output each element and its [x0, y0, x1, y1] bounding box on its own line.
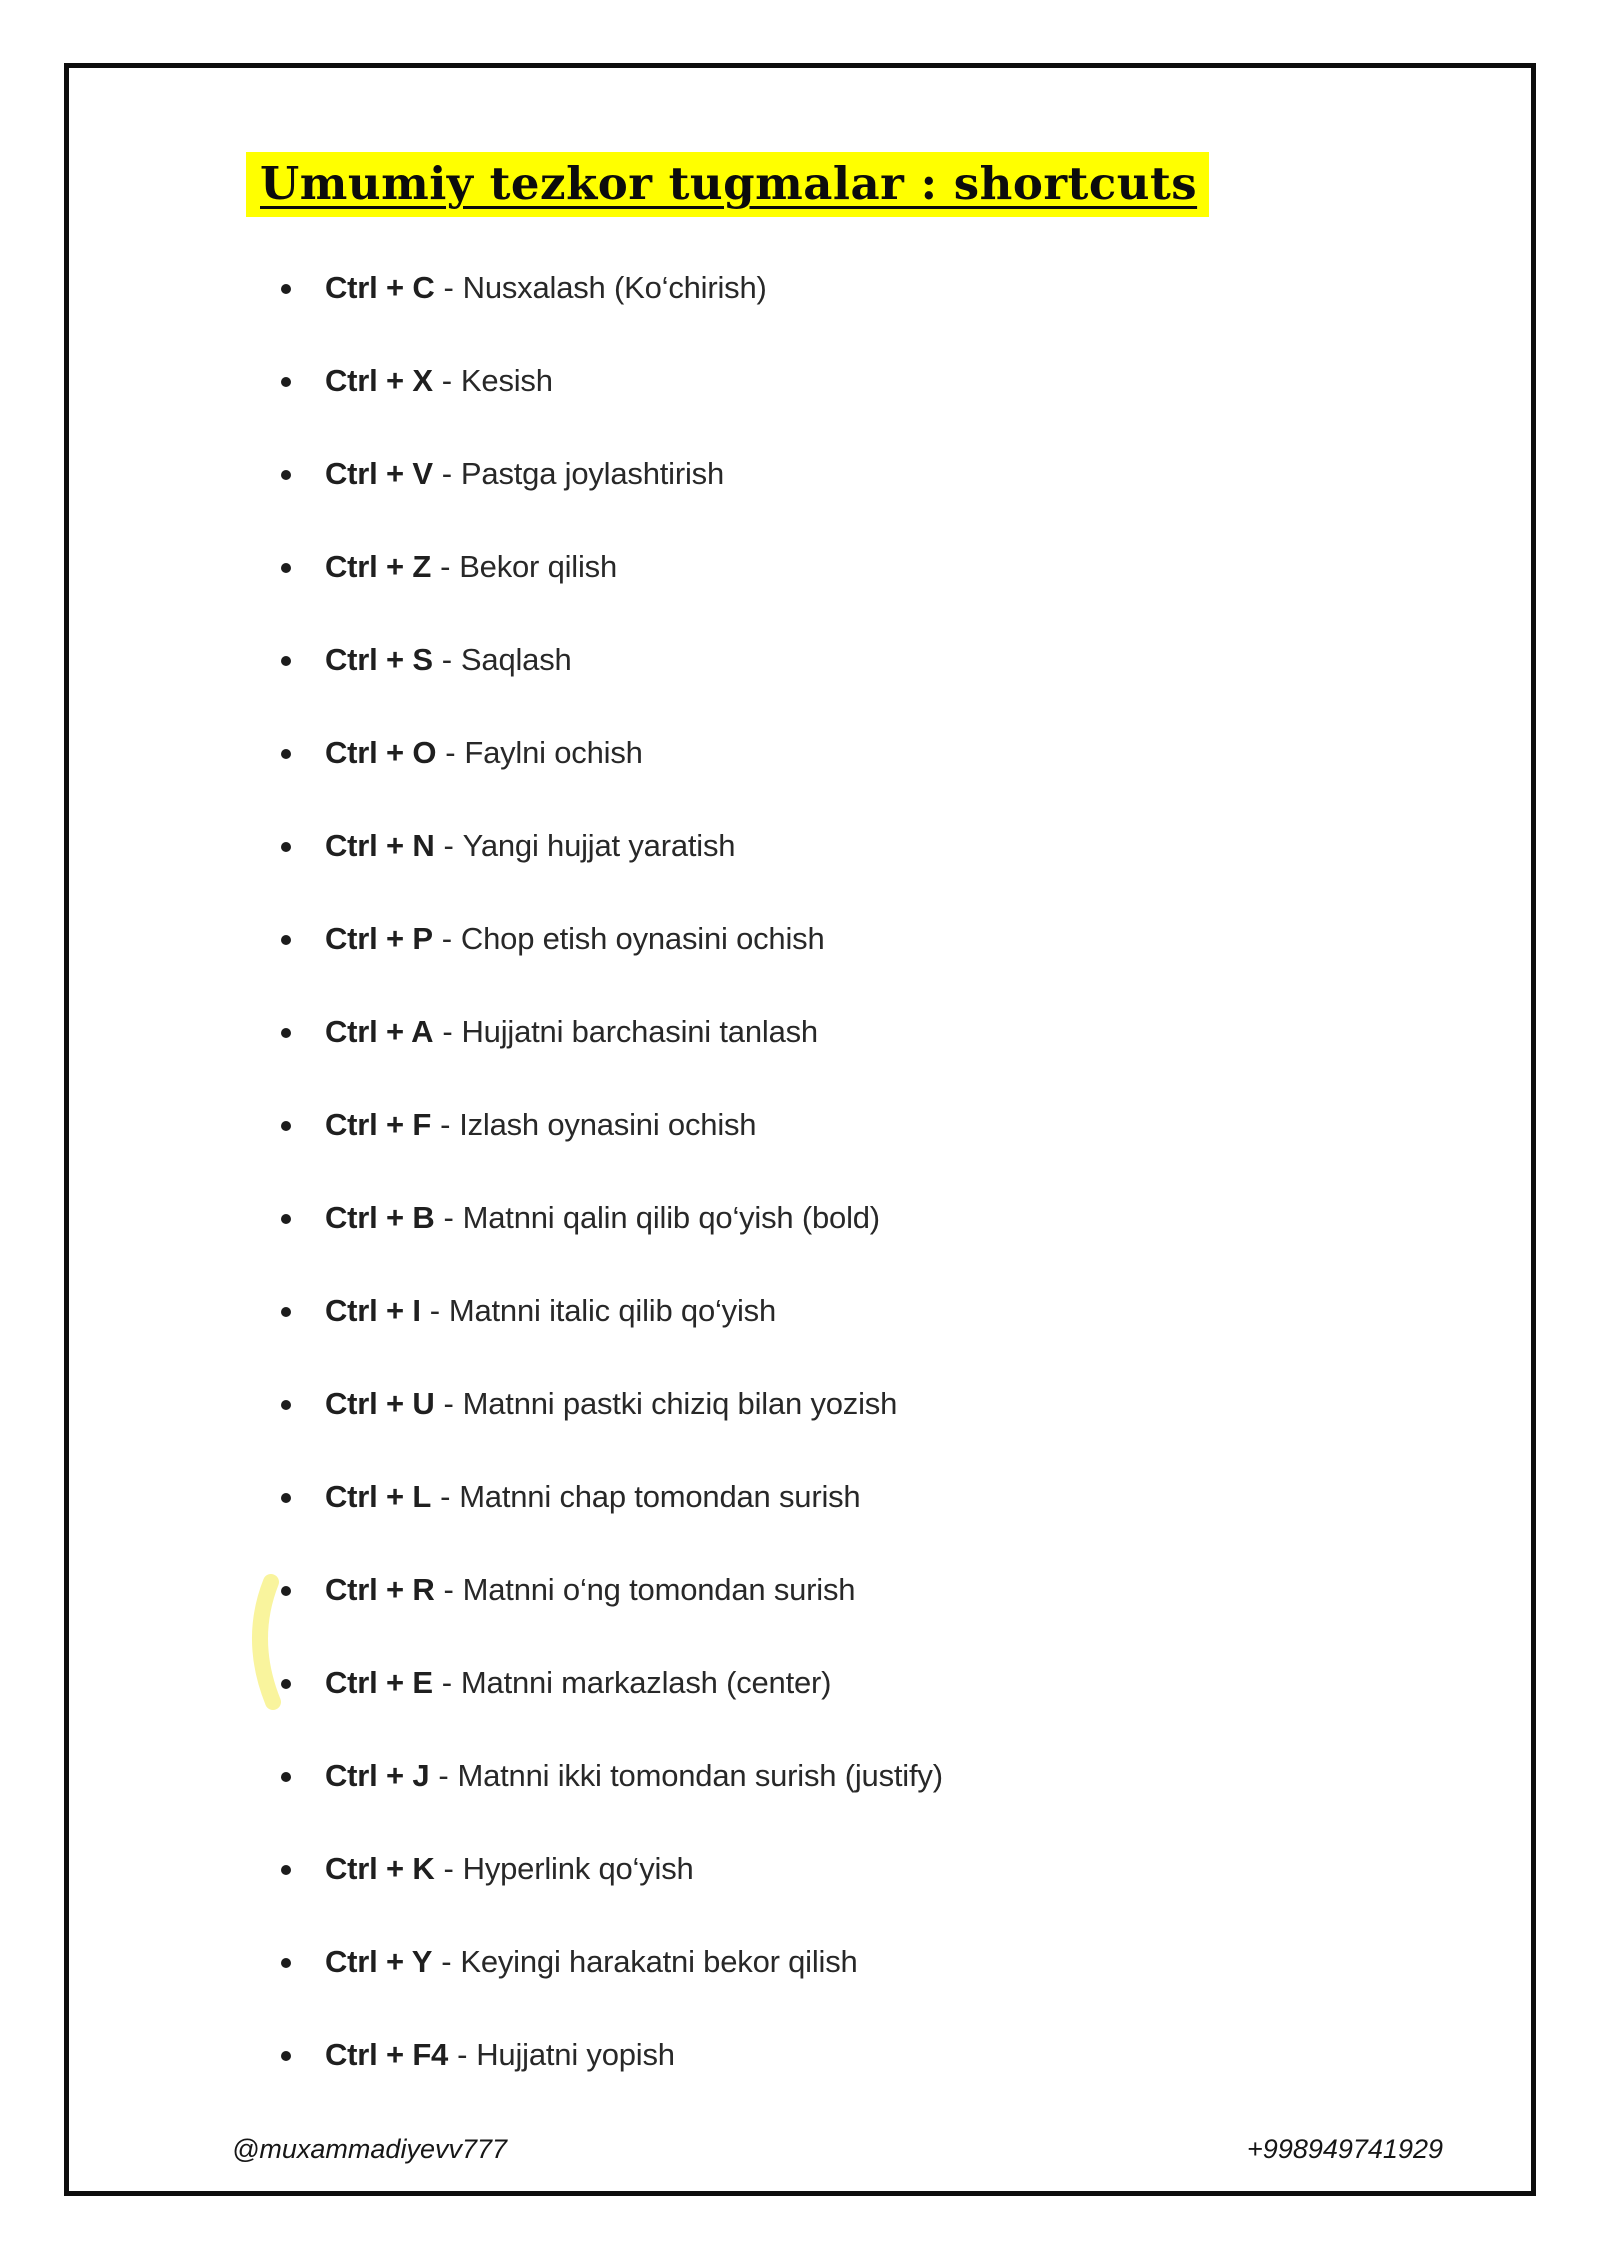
- separator-dash: -: [441, 921, 452, 956]
- shortcut-item: [69, 1385, 1531, 1423]
- shortcut-item: [69, 548, 1531, 586]
- bullet-icon: [281, 842, 291, 852]
- shortcut-item: [69, 1571, 1531, 1609]
- shortcut-keys: Ctrl + S: [325, 642, 433, 677]
- bullet-icon: [281, 377, 291, 387]
- footer-username: @muxammadiyevv777: [232, 2134, 508, 2164]
- shortcut-keys: Ctrl + E: [325, 1665, 433, 1700]
- bullet-icon: [281, 1586, 291, 1596]
- bullet-icon: [281, 470, 291, 480]
- separator-dash: -: [443, 1200, 454, 1235]
- bullet-icon: [281, 1307, 291, 1317]
- shortcut-keys: Ctrl + Y: [325, 1944, 433, 1979]
- shortcut-keys: Ctrl + I: [325, 1293, 421, 1328]
- bullet-icon: [281, 656, 291, 666]
- shortcut-keys: Ctrl + O: [325, 735, 437, 770]
- shortcut-keys: Ctrl + P: [325, 921, 433, 956]
- shortcut-keys: Ctrl + X: [325, 363, 433, 398]
- separator-dash: -: [441, 642, 452, 677]
- shortcut-desc: Chop etish oynasini ochish: [460, 921, 825, 956]
- shortcut-desc: Yangi hujjat yaratish: [462, 828, 736, 863]
- bullet-icon: [281, 1214, 291, 1224]
- shortcut-item: [69, 734, 1531, 772]
- shortcut-desc: Hujjatni barchasini tanlash: [461, 1014, 818, 1049]
- bullet-icon: [281, 749, 291, 759]
- shortcut-keys: Ctrl + K: [325, 1851, 435, 1886]
- shortcut-item: [69, 455, 1531, 493]
- bullet-icon: [281, 1028, 291, 1038]
- bullet-icon: [281, 1772, 291, 1782]
- shortcut-desc: Saqlash: [460, 642, 572, 677]
- shortcut-desc: Matnni pastki chiziq bilan yozish: [462, 1386, 898, 1421]
- bullet-icon: [281, 1121, 291, 1131]
- shortcut-item: [69, 1292, 1531, 1330]
- shortcut-desc: Matnni ikki tomondan surish (justify): [457, 1758, 943, 1793]
- shortcut-item: [69, 1664, 1531, 1702]
- separator-dash: -: [438, 1758, 449, 1793]
- shortcut-item: [69, 1757, 1531, 1795]
- bullet-icon: [281, 2051, 291, 2061]
- shortcut-desc: Faylni ochish: [464, 735, 643, 770]
- shortcut-item: [69, 269, 1531, 307]
- shortcut-desc: Izlash oynasini ochish: [459, 1107, 757, 1142]
- shortcut-keys: Ctrl + N: [325, 828, 435, 863]
- shortcut-desc: Matnni chap tomondan surish: [459, 1479, 861, 1514]
- separator-dash: -: [440, 1479, 451, 1514]
- shortcut-keys: Ctrl + A: [325, 1014, 434, 1049]
- bullet-icon: [281, 284, 291, 294]
- separator-dash: -: [441, 1665, 452, 1700]
- shortcut-desc: Matnni markazlash (center): [460, 1665, 832, 1700]
- shortcut-keys: Ctrl + F: [325, 1107, 432, 1142]
- shortcut-desc: Matnni qalin qilib qo‘yish (bold): [462, 1200, 880, 1235]
- shortcut-item: [69, 1850, 1531, 1888]
- bullet-icon: [281, 563, 291, 573]
- shortcut-desc: Bekor qilish: [459, 549, 618, 584]
- bullet-icon: [281, 1400, 291, 1410]
- shortcut-keys: Ctrl + F4: [325, 2037, 449, 2072]
- shortcut-keys: Ctrl + C: [325, 270, 435, 305]
- bullet-icon: [281, 935, 291, 945]
- shortcut-desc: Matnni italic qilib qo‘yish: [448, 1293, 776, 1328]
- shortcut-keys: Ctrl + B: [325, 1200, 435, 1235]
- shortcut-desc: Hyperlink qo‘yish: [462, 1851, 694, 1886]
- shortcut-desc: Matnni o‘ng tomondan surish: [462, 1572, 856, 1607]
- shortcut-list: [69, 269, 1531, 2074]
- separator-dash: -: [443, 1386, 454, 1421]
- shortcut-desc: Pastga joylashtirish: [460, 456, 724, 491]
- shortcut-keys: Ctrl + V: [325, 456, 433, 491]
- separator-dash: -: [429, 1293, 440, 1328]
- bullet-icon: [281, 1493, 291, 1503]
- page-footer: [232, 2134, 1443, 2165]
- shortcut-item: [69, 1013, 1531, 1051]
- shortcut-desc: Nusxalash (Ko‘chirish): [462, 270, 767, 305]
- shortcut-item: [69, 2036, 1531, 2074]
- shortcut-item: [69, 362, 1531, 400]
- shortcut-item: [69, 920, 1531, 958]
- bullet-icon: [281, 1865, 291, 1875]
- shortcut-desc: Hujjatni yopish: [476, 2037, 675, 2072]
- separator-dash: -: [457, 2037, 468, 2072]
- separator-dash: -: [441, 456, 452, 491]
- footer-phone: +998949741929: [1247, 2134, 1443, 2164]
- shortcut-item: [69, 1478, 1531, 1516]
- page-content: [69, 68, 1531, 2074]
- bullet-icon: [281, 1679, 291, 1689]
- shortcut-keys: Ctrl + Z: [325, 549, 432, 584]
- separator-dash: -: [441, 1944, 452, 1979]
- shortcut-item: [69, 1943, 1531, 1981]
- shortcut-item: [69, 641, 1531, 679]
- separator-dash: -: [440, 549, 451, 584]
- page-title: Umumiy tezkor tugmalar : shortcuts: [246, 152, 1209, 217]
- shortcut-keys: Ctrl + U: [325, 1386, 435, 1421]
- shortcut-desc: Kesish: [460, 363, 553, 398]
- shortcut-keys: Ctrl + L: [325, 1479, 432, 1514]
- shortcut-item: [69, 1106, 1531, 1144]
- separator-dash: -: [442, 1014, 453, 1049]
- separator-dash: -: [443, 828, 454, 863]
- shortcut-keys: Ctrl + J: [325, 1758, 430, 1793]
- shortcut-desc: Keyingi harakatni bekor qilish: [460, 1944, 858, 1979]
- shortcut-keys: Ctrl + R: [325, 1572, 435, 1607]
- shortcut-item: [69, 1199, 1531, 1237]
- page-border: [64, 63, 1536, 2196]
- separator-dash: -: [440, 1107, 451, 1142]
- bullet-icon: [281, 1958, 291, 1968]
- separator-dash: -: [443, 270, 454, 305]
- shortcut-item: [69, 827, 1531, 865]
- separator-dash: -: [445, 735, 456, 770]
- separator-dash: -: [443, 1572, 454, 1607]
- separator-dash: -: [441, 363, 452, 398]
- separator-dash: -: [443, 1851, 454, 1886]
